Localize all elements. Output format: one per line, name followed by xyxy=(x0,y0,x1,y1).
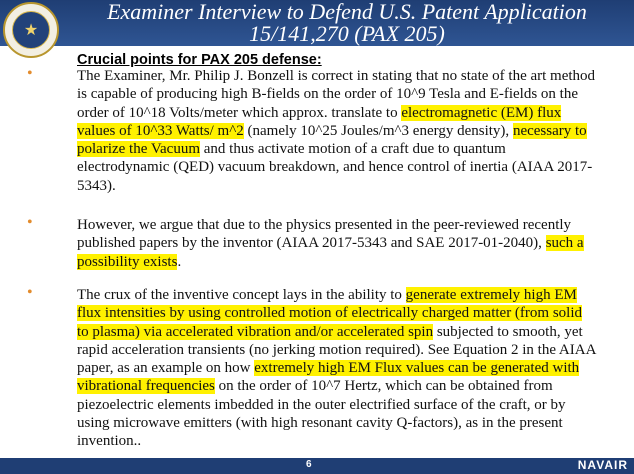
bullet-2-marker: • xyxy=(27,214,33,231)
bullet-3-marker: • xyxy=(27,284,33,301)
slide-title xyxy=(68,0,626,45)
slide-footer xyxy=(0,458,634,474)
bullet-2-text xyxy=(77,216,597,271)
navy-seal-logo xyxy=(3,2,59,58)
bullet-1-part-1: The Examiner, Mr. Philip J. Bonzell is correct in stating that no state of the art method is capable of producing high B-fields on the order of 10^9 Tesla and E-fields on the order of 10^18 Volts/meter which approx. translate to xyxy=(77,68,596,121)
bullet-2-part-1: However, we argue that due to the physics presented in the peer-reviewed recently published papers by the inventor (AIAA 2017-5343 and SAE 2017-01-2040), xyxy=(77,217,572,252)
bullet-1-part-2: (namely 10^25 Joules/m^3 energy density), xyxy=(243,122,513,139)
navair-logo: NAVAIR xyxy=(577,458,628,472)
bullet-1-marker: • xyxy=(27,65,33,82)
title-line-2: 15/141,270 (PAX 205) xyxy=(249,21,445,46)
slide-header xyxy=(0,0,634,46)
bullet-3-text xyxy=(77,286,597,451)
bullet-3-part-2: subjected to smooth, yet rapid acceleration transients (no jerking motion required). See Equation 2 in the AIAA paper, as an example on how xyxy=(77,323,596,377)
seal-star-icon: ★ xyxy=(23,20,39,39)
bullet-3-highlight-1: generate extremely high EM flux intensities by using controlled motion of electrically charged matter (from solid to plasma) via accelerated vibration and/or accelerated spin xyxy=(77,287,583,340)
bullet-3-highlight-2: extremely high EM Flux values can be generated with vibrational frequencies xyxy=(77,360,580,395)
bullet-1-highlight-2: necessary to polarize the Vacuum xyxy=(77,122,587,158)
bullet-1-part-3: and thus activate motion of a craft due to quantum electrodynamic (QED) vacuum breakdown, and hence control of inertia (AIAA 2017-5343). xyxy=(77,141,593,194)
bullet-3-part-1: The crux of the inventive concept lays in the ability to xyxy=(77,287,406,303)
bullet-3-part-3: on the order of 10^7 Hertz, which can be obtained from piezoelectric elements imbedded in the outer electrified surface of the craft, or by using microwave emitters (with high resonant cavity Q-factors), as in the present invention.. xyxy=(77,378,566,450)
seal-emblem xyxy=(12,11,50,49)
bullet-2-part-2: . xyxy=(177,253,182,270)
page-number: 6 xyxy=(306,459,312,470)
bullet-1-highlight-1: electromagnetic (EM) flux values of 10^33 Watts/ m^2 xyxy=(77,104,562,139)
bullet-1-text xyxy=(77,67,597,195)
section-title: Crucial points for PAX 205 defense: xyxy=(77,52,322,68)
bullet-2-highlight-1: such a possibility exists xyxy=(77,235,584,270)
title-line-1: Examiner Interview to Defend U.S. Patent Application xyxy=(107,0,587,24)
